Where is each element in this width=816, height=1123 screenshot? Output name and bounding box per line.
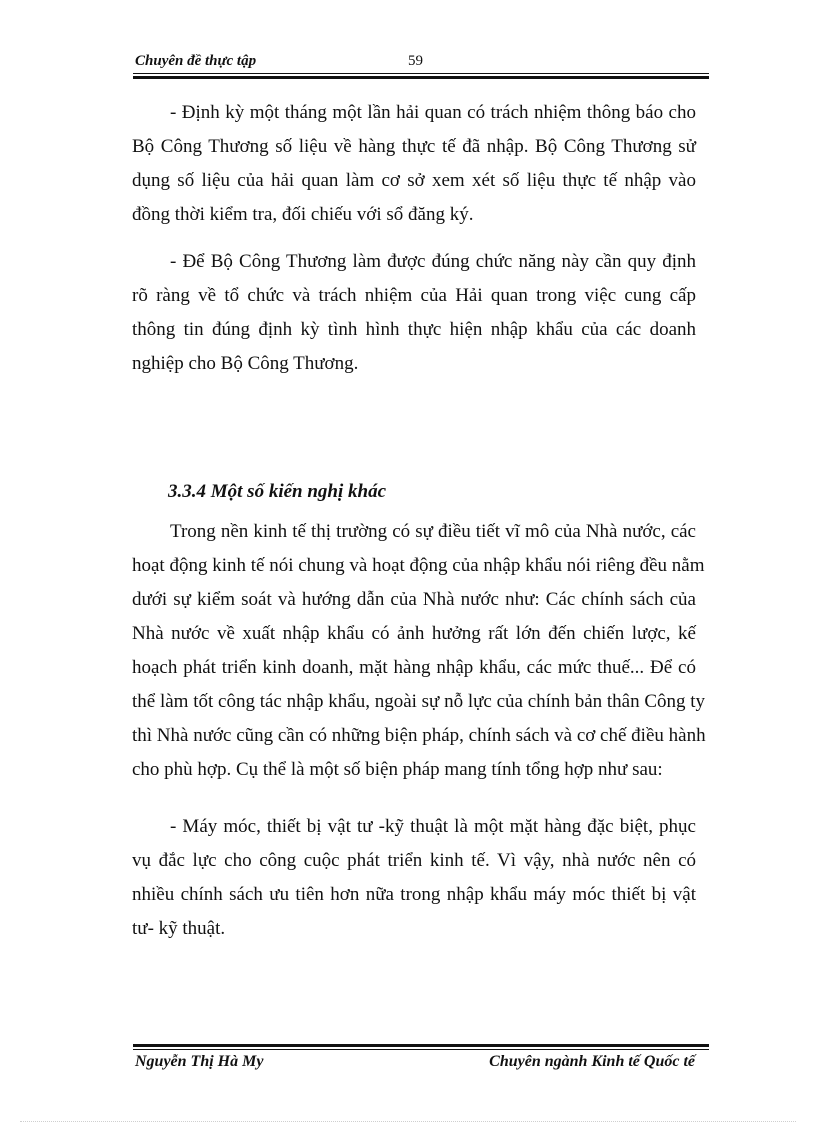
text-line: hoạch phát triển kinh doanh, mặt hàng nhập khẩu, các mức thuế... Để có xyxy=(132,657,696,678)
section-heading: 3.3.4 Một số kiến nghị khác xyxy=(168,481,387,502)
section-paragraph-2 xyxy=(132,810,696,946)
page-edge-dotted-line xyxy=(20,1121,796,1122)
text-line: hoạt động kinh tế nói chung và hoạt động của nhập khẩu nói riêng đều nằm xyxy=(132,555,705,576)
header-rule-thick xyxy=(133,76,709,79)
page-number: 59 xyxy=(408,53,423,69)
footer-author: Nguyễn Thị Hà My xyxy=(135,1053,264,1070)
footer-rule-thick xyxy=(133,1044,709,1047)
text-line: dụng số liệu của hải quan làm cơ sở xem xét số liệu thực tế nhập vào xyxy=(132,170,696,191)
text-line: vụ đắc lực cho công cuộc phát triển kinh tế. Vì vậy, nhà nước nên có xyxy=(132,850,696,871)
text-line: nhiều chính sách ưu tiên hơn nữa trong nhập khẩu máy móc thiết bị vật xyxy=(132,884,696,905)
footer-major: Chuyên ngành Kinh tế Quốc tế xyxy=(489,1053,695,1070)
text-line: Bộ Công Thương số liệu về hàng thực tế đã nhập. Bộ Công Thương sử xyxy=(132,136,696,157)
text-line: rõ ràng về tổ chức và trách nhiệm của Hải quan trong việc cung cấp xyxy=(132,285,696,306)
text-line: đồng thời kiểm tra, đối chiếu với sổ đăng ký. xyxy=(132,204,474,225)
text-line: Trong nền kinh tế thị trường có sự điều tiết vĩ mô của Nhà nước, các xyxy=(170,521,696,542)
text-line: thể làm tốt công tác nhập khẩu, ngoài sự nỗ lực của chính bản thân Công ty xyxy=(132,691,706,712)
text-line: cho phù hợp. Cụ thể là một số biện pháp mang tính tổng hợp như sau: xyxy=(132,759,663,780)
paragraph-2 xyxy=(132,245,696,381)
text-line: Nhà nước về xuất nhập khẩu có ảnh hưởng rất lớn đến chiến lược, kế xyxy=(132,623,696,644)
page-header xyxy=(133,50,709,74)
section-paragraph-1 xyxy=(132,515,706,787)
text-line: nghiệp cho Bộ Công Thương. xyxy=(132,353,359,374)
paragraph-1 xyxy=(132,96,696,232)
text-line: - Định kỳ một tháng một lần hải quan có trách nhiệm thông báo cho xyxy=(170,102,696,123)
header-rule-thin xyxy=(133,73,709,74)
text-line: - Để Bộ Công Thương làm được đúng chức năng này cần quy định xyxy=(170,251,696,272)
text-line: tư- kỹ thuật. xyxy=(132,918,226,939)
text-line: thì Nhà nước cũng cần có những biện pháp, chính sách và cơ chế điều hành xyxy=(132,725,706,746)
header-title: Chuyên đề thực tập xyxy=(135,53,257,69)
text-line: dưới sự kiểm soát và hướng dẫn của Nhà nước như: Các chính sách của xyxy=(132,589,696,610)
text-line: - Máy móc, thiết bị vật tư -kỹ thuật là một mặt hàng đặc biệt, phục xyxy=(170,816,696,837)
text-line: thông tin đúng định kỳ tình hình thực hiện nhập khẩu của các doanh xyxy=(132,319,696,340)
page-footer xyxy=(133,1050,709,1078)
